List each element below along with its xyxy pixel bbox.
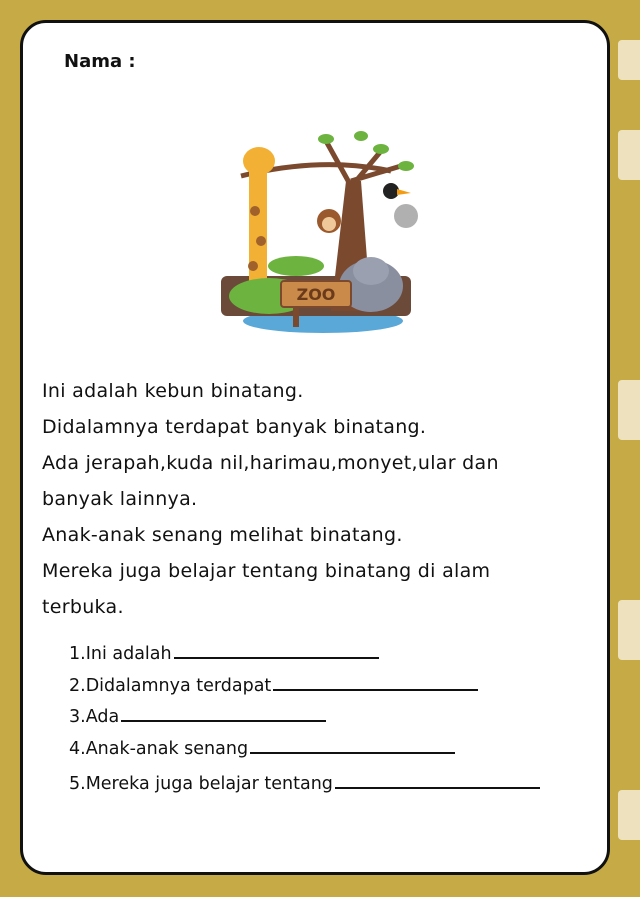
question-4 xyxy=(69,739,455,759)
answer-blank[interactable] xyxy=(174,657,379,659)
story-line: Ada jerapah,kuda nil,harimau,monyet,ular dan xyxy=(42,452,499,474)
zoo-sign: ZOO xyxy=(296,285,336,304)
page-edge xyxy=(618,790,640,840)
page-edge xyxy=(618,380,640,440)
question-text: 1.Ini adalah xyxy=(69,644,172,664)
story-line: banyak lainnya. xyxy=(42,488,198,510)
question-2 xyxy=(69,676,478,696)
question-5 xyxy=(69,774,540,794)
story-line: Didalamnya terdapat banyak binatang. xyxy=(42,416,427,438)
story-line: Ini adalah kebun binatang. xyxy=(42,380,304,402)
question-1 xyxy=(69,644,379,664)
story-line: terbuka. xyxy=(42,596,124,618)
question-3 xyxy=(69,707,326,727)
answer-blank[interactable] xyxy=(250,752,455,754)
page-edge xyxy=(618,600,640,660)
question-text: 4.Anak-anak senang xyxy=(69,739,249,759)
worksheet-card xyxy=(20,20,610,875)
answer-blank[interactable] xyxy=(121,720,326,722)
question-text: 2.Didalamnya terdapat xyxy=(69,676,272,696)
page-edge xyxy=(618,130,640,180)
name-label: Nama : xyxy=(64,51,136,72)
story-line: Anak-anak senang melihat binatang. xyxy=(42,524,403,546)
story-line: Mereka juga belajar tentang binatang di alam xyxy=(42,560,491,582)
story-paragraph xyxy=(42,373,602,625)
question-text: 5.Mereka juga belajar tentang xyxy=(69,774,333,794)
page-edge xyxy=(618,40,640,80)
question-text: 3.Ada xyxy=(69,707,120,727)
zoo-illustration xyxy=(211,121,436,341)
answer-blank[interactable] xyxy=(273,689,478,691)
answer-blank[interactable] xyxy=(335,787,540,789)
